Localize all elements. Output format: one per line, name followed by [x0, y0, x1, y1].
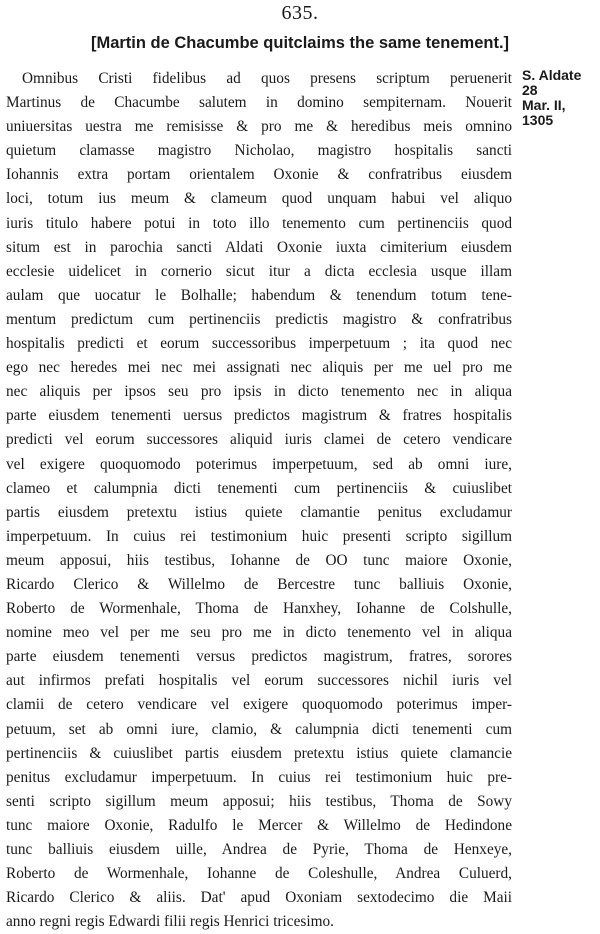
margin-note-place: S. Aldate: [522, 67, 582, 83]
text-line: clameo et calumpnia dicti tenementi cum pertinenciis & cuiuslibet: [6, 479, 512, 497]
margin-note: [522, 68, 598, 128]
text-line: Roberto de Wormenhale, Iohanne de Coleshulle, Andrea Culuerd,: [6, 865, 512, 883]
text-line: senti scripto sigillum meum apposui; hiis testibus, Thoma de Sowy: [6, 792, 512, 810]
text-line: pertinenciis & cuiuslibet partis eiusdem pretextu istius quiete clamancie: [6, 744, 512, 762]
text-line: petuum, set ab omni iure, clamio, & calumpnia dicti tenementi cum: [6, 720, 512, 738]
text-line: iuris titulo habere potui in toto illo tenemento cum pertinenciis quod: [6, 214, 512, 232]
text-line: aulam que uocatur le Bolhalle; habendum & tenendum totum tene-: [6, 286, 512, 304]
margin-note-day: 28: [522, 82, 538, 98]
text-line: penitus excludamur imperpetuum. In cuius rei testimonium huic pre-: [6, 768, 512, 786]
text-line: mentum predictum cum pertinenciis predictis magistro & confratribus: [6, 310, 512, 328]
margin-note-month: Mar. II,: [522, 97, 566, 113]
text-line: Iohannis extra portam orientalem Oxonie & confratribus eiusdem: [6, 166, 512, 184]
charter-text: [6, 67, 512, 934]
text-line: Roberto de Wormenhale, Thoma de Hanxhey, Iohanne de Colshulle,: [6, 600, 512, 618]
text-line: Omnibus Cristi fidelibus ad quos presens scriptum peruenerit: [22, 70, 512, 87]
text-line: hospitalis predicti et eorum successoribus imperpetuum ; ita quod nec: [6, 335, 512, 353]
text-line: predicti vel eorum successores aliquid iuris clamei de cetero vendicare: [6, 431, 512, 449]
text-line: situm est in parochia sancti Aldati Oxonie iuxta cimiterium eiusdem: [6, 238, 512, 256]
text-line: uniuersitas uestra me remisisse & pro me & heredibus meis omnino: [6, 118, 512, 136]
text-line: parte eiusdem tenementi versus predictos magistrum, fratres, sorores: [6, 648, 512, 666]
document-heading: [Martin de Chacumbe quitclaims the same tenement.]: [90, 34, 510, 52]
text-line: Ricardo Clerico & Willelmo de Bercestre tunc balliuis Oxonie,: [6, 575, 512, 593]
text-line: anno regni regis Edwardi filii regis Henrici tricesimo.: [6, 913, 334, 931]
text-line: ego nec heredes mei nec mei assignati nec aliquis per me uel pro me: [6, 359, 512, 377]
text-line: loci, totum ius meum & clameum quod unquam habui vel aliquo: [6, 190, 512, 208]
text-line: partis eiusdem pretextu istius quiete clamantie penitus excludamur: [6, 503, 512, 521]
text-line: aut infirmos prefati hospitalis vel eorum successores nichil iuris vel: [6, 672, 512, 690]
text-line: nomine meo vel per me seu pro me in dicto tenemento vel in aliqua: [6, 624, 512, 642]
text-line: Ricardo Clerico & aliis. Dat' apud Oxoniam sextodecimo die Maii: [6, 889, 512, 907]
text-line: quietum clamasse magistro Nicholao, magistro hospitalis sancti: [6, 142, 512, 160]
text-line: ecclesie uidelicet in cornerio sicut itur a dicta ecclesia usque illam: [6, 262, 512, 280]
text-line: meum apposui, hiis testibus, Iohanne de OO tunc maiore Oxonie,: [6, 551, 512, 569]
text-line: Martinus de Chacumbe salutem in domino sempiternam. Nouerit: [6, 94, 512, 112]
text-line: parte eiusdem tenementi uersus predictos magistrum & fratres hospitalis: [6, 407, 512, 425]
text-line: tunc balliuis eiusdem uille, Andrea de Pyrie, Thoma de Henxeye,: [6, 841, 512, 858]
text-line: vel exigere quoquomodo poterimus imperpetuum, sed ab omni iure,: [6, 455, 512, 473]
text-line: nec aliquis per ipsos seu pro ipsis in dicto tenemento nec in aliqua: [6, 383, 512, 401]
text-line: clamii de cetero vendicare vel exigere quoquomodo poterimus imper-: [6, 696, 512, 714]
margin-note-year: 1305: [522, 112, 554, 128]
page-number: 635.: [281, 2, 319, 24]
text-line: imperpetuum. In cuius rei testimonium huic presenti scripto sigillum: [6, 527, 512, 545]
text-line: tunc maiore Oxonie, Radulfo le Mercer & Willelmo de Hedindone: [6, 816, 512, 834]
